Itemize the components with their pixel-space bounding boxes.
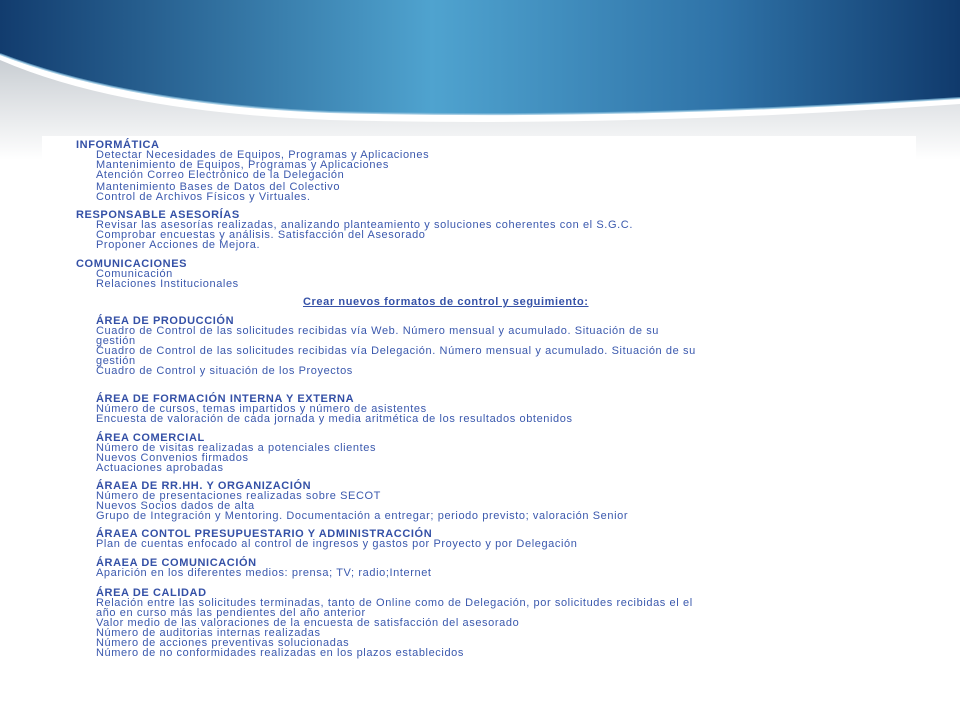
list-item: Comprobar encuestas y análisis. Satisfacción del Asesorado bbox=[96, 229, 426, 241]
section-heading-produccion: ÁREA DE PRODUCCIÓN bbox=[96, 315, 235, 327]
section-heading-calidad: ÁREA DE CALIDAD bbox=[96, 587, 207, 599]
list-item: Aparición en los diferentes medios: prensa; TV; radio;Internet bbox=[96, 567, 432, 579]
list-item: Cuadro de Control de las solicitudes recibidas vía Delegación. Número mensual y acumulado. Situación de su bbox=[96, 345, 696, 357]
list-item: Relaciones Institucionales bbox=[96, 278, 239, 290]
section-heading-responsable-asesorias: RESPONSABLE ASESORÍAS bbox=[76, 209, 240, 221]
section-heading-rrhh: ÁRAEA DE RR.HH. Y ORGANIZACIÓN bbox=[96, 480, 312, 492]
section-heading-presupuestario: ÁRAEA CONTOL PRESUPUESTARIO Y ADMINISTRACCIÓN bbox=[96, 528, 433, 540]
list-item: Atención Correo Electrónico de la Delegación bbox=[96, 169, 345, 181]
list-item: Número de no conformidades realizadas en los plazos establecidos bbox=[96, 647, 464, 659]
list-item: Revisar las asesorías realizadas, analizando planteamiento y soluciones coherentes con el S.G.C. bbox=[96, 219, 633, 231]
list-item: año en curso más las pendientes del año anterior bbox=[96, 607, 366, 619]
section-heading-comercial: ÁREA COMERCIAL bbox=[96, 432, 205, 444]
list-item: Mantenimiento Bases de Datos del Colectivo bbox=[96, 181, 341, 193]
list-item: Número de auditorias internas realizadas bbox=[96, 627, 321, 639]
list-item: Relación entre las solicitudes terminadas, tanto de Online como de Delegación, por solicitudes recibidas el el bbox=[96, 597, 693, 609]
list-item: Nuevos Convenios firmados bbox=[96, 452, 249, 464]
list-item: Encuesta de valoración de cada jornada y media aritmética de los resultados obtenidos bbox=[96, 413, 573, 425]
section-heading-formacion: ÁREA DE FORMACIÓN INTERNA Y EXTERNA bbox=[96, 393, 355, 405]
list-item: Número de visitas realizadas a potenciales clientes bbox=[96, 442, 377, 454]
list-item: gestión bbox=[96, 355, 136, 367]
list-item: Plan de cuentas enfocado al control de ingresos y gastos por Proyecto y por Delegación bbox=[96, 538, 578, 550]
section-subtitle: Crear nuevos formatos de control y seguimiento: bbox=[303, 296, 589, 308]
section-heading-comunicaciones: COMUNICACIONES bbox=[76, 258, 188, 270]
list-item: Control de Archivos Físicos y Virtuales. bbox=[96, 191, 311, 203]
list-item: Actuaciones aprobadas bbox=[96, 462, 224, 474]
list-item: Proponer Acciones de Mejora. bbox=[96, 239, 261, 251]
list-item: Comunicación bbox=[96, 268, 173, 280]
list-item: Grupo de Integración y Mentoring. Documentación a entregar; periodo previsto; valoración Senior bbox=[96, 510, 629, 522]
list-item: Número de acciones preventivas solucionadas bbox=[96, 637, 350, 649]
list-item: gestión bbox=[96, 335, 136, 347]
section-heading-comunicacion: ÁRAEA DE COMUNICACIÓN bbox=[96, 557, 257, 569]
list-item: Número de presentaciones realizadas sobre SECOT bbox=[96, 490, 381, 502]
list-item: Nuevos Socios dados de alta bbox=[96, 500, 255, 512]
list-item: Número de cursos, temas impartidos y número de asistentes bbox=[96, 403, 427, 415]
list-item: Cuadro de Control de las solicitudes recibidas vía Web. Número mensual y acumulado. Situación de su bbox=[96, 325, 660, 337]
list-item: Detectar Necesidades de Equipos, Programas y Aplicaciones bbox=[96, 149, 430, 161]
list-item: Valor medio de las valoraciones de la encuesta de satisfacción del asesorado bbox=[96, 617, 520, 629]
section-heading-informatica: INFORMÁTICA bbox=[76, 139, 160, 151]
list-item: Mantenimiento de Equipos, Programas y Aplicaciones bbox=[96, 159, 389, 171]
list-item: Cuadro de Control y situación de los Proyectos bbox=[96, 365, 353, 377]
